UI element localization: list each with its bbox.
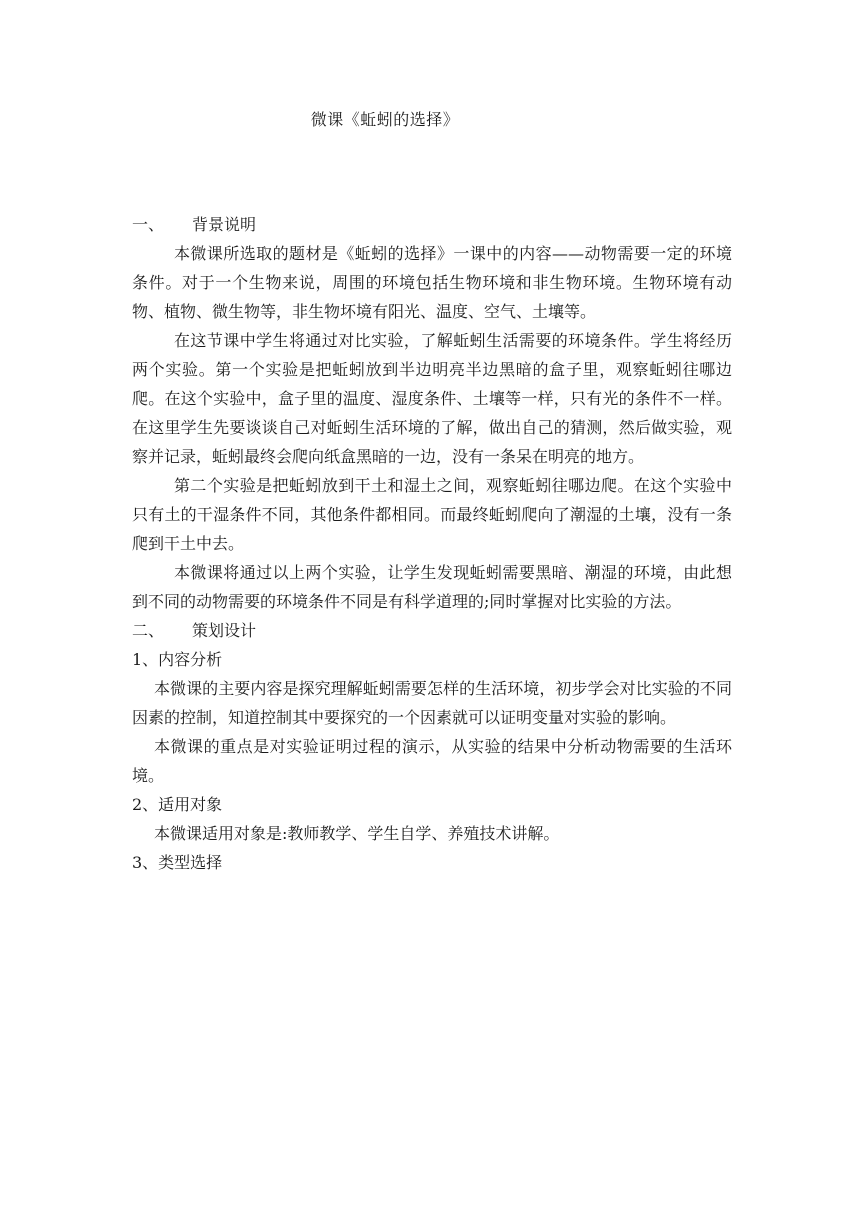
paragraph: 本微课所选取的题材是《蚯蚓的选择》一课中的内容——动物需要一定的环境条件。对于一个生物来说，周围的环境包括生物环境和非生物环境。生物环境有动物、植物、微生物等，非生物坏境有阳光、温度、空气、土壤等。	[132, 244, 732, 321]
section-title: 背景说明	[192, 215, 257, 234]
paragraph: 本微课的重点是对实验证明过程的演示，从实验的结果中分析动物需要的生活环境。	[132, 737, 732, 785]
section-number: 二、	[132, 621, 165, 640]
paragraph: 本微课将通过以上两个实验，让学生发现蚯蚓需要黑暗、潮湿的环境，由此想到不同的动物需要的环境条件不同是有科学道理的;同时掌握对比实验的方法。	[132, 563, 732, 611]
document-title: 微课《蚯蚓的选择》	[310, 110, 460, 129]
section-heading-background	[132, 210, 732, 239]
paragraph: 本微课的主要内容是探究理解蚯蚓需要怎样的生活环境，初步学会对比实验的不同因素的控制，知道控制其中要探究的一个因素就可以证明变量对实验的影响。	[132, 679, 732, 727]
paragraph: 在这节课中学生将通过对比实验，了解蚯蚓生活需要的环境条件。学生将经历两个实验。第一个实验是把蚯蚓放到半边明亮半边黑暗的盒子里，观察蚯蚓往哪边爬。在这个实验中，盒子里的温度、湿度条件、土壤等一样，只有光的条件不一样。在这里学生先要谈谈自己对蚯蚓生活环境的了解，做出自己的猜测，然后做实验，观察并记录，蚯蚓最终会爬向纸盒黑暗的一边，没有一条呆在明亮的地方。	[132, 331, 732, 466]
paragraph: 第二个实验是把蚯蚓放到干土和湿土之间，观察蚯蚓往哪边爬。在这个实验中只有土的干湿条件不同，其他条件都相同。而最终蚯蚓爬向了潮湿的土壤，没有一条爬到干土中去。	[132, 476, 732, 553]
document-body	[132, 210, 732, 877]
section-title: 策划设计	[192, 621, 257, 640]
subsection-heading-content-analysis: 1、内容分析	[132, 650, 223, 669]
subsection-heading-audience: 2、适用对象	[132, 795, 223, 814]
section-number: 一、	[132, 215, 165, 234]
subsection-heading-type: 3、类型选择	[132, 853, 223, 872]
section-heading-design	[132, 616, 732, 645]
paragraph: 本微课适用对象是:教师教学、学生自学、养殖技术讲解。	[154, 824, 560, 843]
